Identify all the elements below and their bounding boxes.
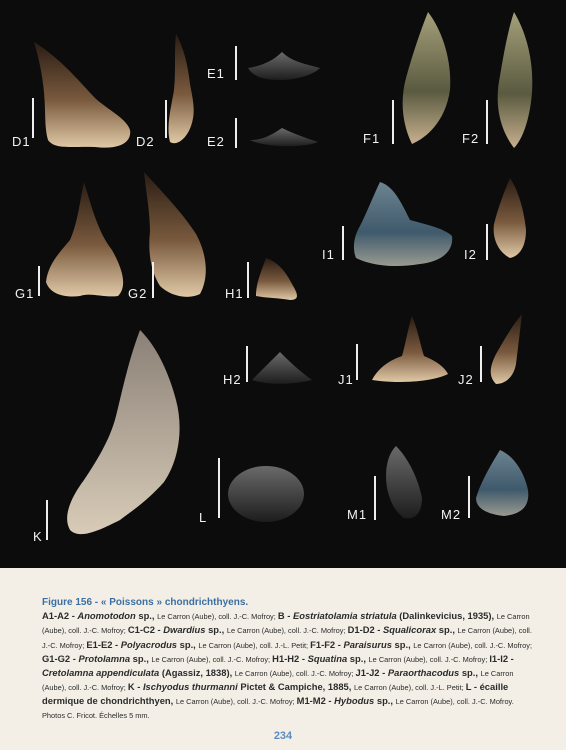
- entry-detail: sp.,: [374, 695, 396, 707]
- label-J2: J2: [458, 372, 474, 387]
- entry-taxon: Hybodus: [334, 695, 375, 707]
- entry-code: G1-G2 -: [42, 652, 79, 664]
- figure-caption: [42, 596, 532, 722]
- label-M2: M2: [441, 507, 462, 522]
- entry-taxon: Ischyodus thurmanni: [142, 681, 238, 693]
- entry-locality: Le Carron (Aube), coll. J.-C. Mofroy;: [234, 669, 356, 679]
- entry-locality: Le Carron (Aube), coll. J.-C. Mofroy;: [413, 640, 532, 650]
- entry-taxon: Polyacrodus: [120, 638, 178, 650]
- entry-detail: sp.,: [130, 652, 152, 664]
- label-D1: D1: [12, 134, 31, 149]
- entry-detail: sp.,: [347, 652, 369, 664]
- entry-taxon: Cretolamna appendiculata: [42, 667, 160, 679]
- label-F2: F2: [462, 131, 480, 146]
- entry-code: H1-H2 -: [272, 652, 308, 664]
- entry-detail: écaille dermique de chondrichthyen,: [42, 681, 509, 707]
- entry-taxon: Paraisurus: [343, 638, 392, 650]
- entry-locality: Le Carron (Aube), coll. J.-C. Mofroy;: [42, 626, 532, 650]
- caption-entry: [128, 625, 348, 635]
- label-L: L: [199, 510, 208, 525]
- page-number: 234: [273, 730, 293, 742]
- entry-locality: Le Carron (Aube), coll. J.-L. Petit;: [198, 640, 311, 650]
- entry-code: D1-D2 -: [347, 624, 384, 636]
- label-E2: E2: [207, 134, 225, 149]
- entry-locality: Le Carron (Aube), coll. J.-C. Mofroy;: [175, 697, 297, 707]
- label-F1: F1: [363, 131, 381, 146]
- entry-code: C1-C2 -: [127, 624, 164, 636]
- label-D2: D2: [136, 134, 155, 149]
- entry-locality: Le Carron (Aube), coll. J.-C. Mofroy;: [157, 612, 278, 622]
- entry-code: F1-F2 -: [310, 638, 344, 650]
- label-H1: H1: [225, 286, 244, 301]
- entry-code: L -: [465, 681, 480, 693]
- caption-entry: [42, 611, 278, 621]
- entry-taxon: Eostriatolamia striatula: [292, 610, 397, 622]
- label-M1: M1: [347, 507, 368, 522]
- label-G1: G1: [15, 286, 35, 301]
- label-E1: E1: [207, 66, 225, 81]
- entry-detail: (Agassiz, 1838),: [159, 667, 235, 679]
- label-H2: H2: [223, 372, 242, 387]
- entry-locality: Le Carron (Aube), coll. J.-C. Mofroy;: [151, 654, 273, 664]
- entry-detail: Pictet & Campiche, 1885,: [237, 681, 354, 693]
- label-G2: G2: [128, 286, 148, 301]
- entry-code: J1-J2 -: [355, 667, 388, 679]
- entry-code: A1-A2 -: [42, 610, 78, 622]
- entry-detail: sp.,: [391, 638, 414, 650]
- caption-entry: [310, 640, 532, 650]
- caption-title: Figure 156 - « Poissons » chondrichthyens.: [42, 597, 249, 608]
- label-I2: I2: [464, 247, 477, 262]
- entry-code: E1-E2 -: [86, 638, 121, 650]
- entry-detail: sp.,: [135, 610, 158, 622]
- entry-code: M1-M2 -: [296, 695, 335, 707]
- entry-detail: sp.,: [436, 624, 458, 636]
- entry-locality: Le Carron (Aube), coll. J.-C. Mofroy;: [42, 612, 530, 636]
- caption-entries: [42, 611, 532, 719]
- entry-code: K -: [127, 681, 143, 693]
- entry-taxon: Squatina: [307, 652, 348, 664]
- entry-taxon: Paraorthacodus: [387, 667, 460, 679]
- caption-entry: [128, 682, 466, 692]
- entry-detail: sp.,: [459, 667, 481, 679]
- entry-locality: Le Carron (Aube), coll. J.-C. Mofroy. Photos C. Fricot. Échelles 5 mm.: [42, 697, 514, 720]
- entry-taxon: Anomotodon: [77, 610, 136, 622]
- label-J1: J1: [338, 372, 354, 387]
- entry-taxon: Dwardius: [163, 624, 206, 636]
- entry-taxon: Squalicorax: [383, 624, 437, 636]
- entry-detail: sp.,: [177, 638, 199, 650]
- entry-locality: Le Carron (Aube), coll. J.-C. Mofroy;: [226, 626, 348, 636]
- entry-locality: Le Carron (Aube), coll. J.-C. Mofroy;: [368, 654, 490, 664]
- entry-detail: (Dalinkevicius, 1935),: [396, 610, 497, 622]
- label-K: K: [33, 529, 43, 544]
- caption-entry: [86, 640, 310, 650]
- entry-code: I1-I2 -: [489, 652, 514, 664]
- entry-detail: sp.,: [205, 624, 227, 636]
- entry-locality: Le Carron (Aube), coll. J.-L. Petit;: [353, 683, 466, 693]
- caption-entry: [42, 654, 272, 664]
- entry-code: B -: [277, 610, 293, 622]
- label-I1: I1: [322, 247, 335, 262]
- entry-taxon: Protolamna: [78, 652, 131, 664]
- entry-locality: Le Carron (Aube), coll. J.-C. Mofroy;: [42, 669, 514, 693]
- caption-entry: [272, 654, 489, 664]
